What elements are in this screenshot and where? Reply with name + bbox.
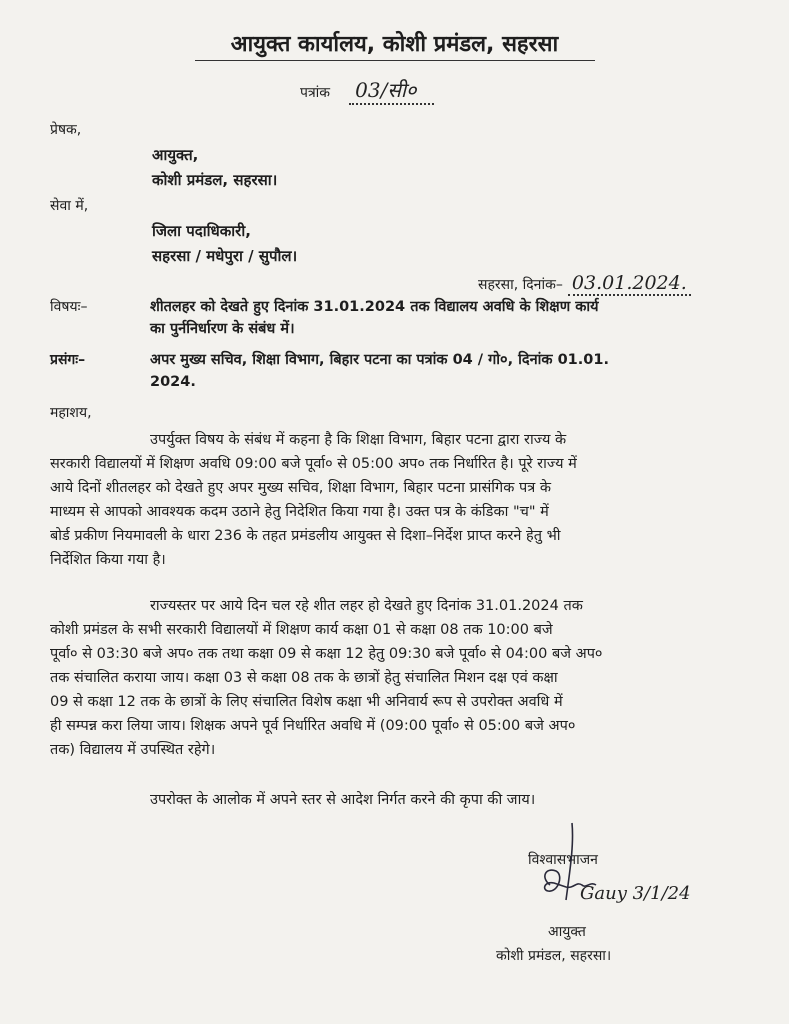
signatory-title: आयुक्त [548, 924, 586, 940]
para2-line: पूर्वा० से 03:30 बजे अप० तक तथा कक्षा 09 से कक्षा 12 हेतु 09:30 बजे पूर्वा० से 04:00 बजे अप० [50, 646, 603, 662]
paragraph-2 [50, 594, 760, 762]
sender-line1: आयुक्त, [152, 146, 199, 164]
reference-line1: अपर मुख्य सचिव, शिक्षा विभाग, बिहार पटना का पत्रांक 04 / गो०, दिनांक 01.01. [150, 352, 609, 368]
reference-label: प्रसंगः– [50, 352, 86, 368]
reference-line2: 2024. [150, 374, 196, 390]
letterhead-title: आयुक्त कार्यालय, कोशी प्रमंडल, सहरसा [230, 32, 559, 57]
paragraph-1 [50, 428, 760, 572]
recipient-line1: जिला पदाधिकारी, [152, 222, 251, 240]
para2-line: 09 से कक्षा 12 तक के छात्रों के लिए संचालित विशेष कक्षा भी अनिवार्य रूप से उपरोक्त अवधि में [50, 694, 563, 710]
reference-text [150, 349, 760, 393]
para1-line: सरकारी विद्यालयों में शिक्षण अवधि 09:00 बजे पूर्वा० से 05:00 अप० तक निर्धारित है। पूरे राज्य में [50, 456, 577, 472]
para1-line: उपर्युक्त विषय के संबंध में कहना है कि शिक्षा विभाग, बिहार पटना द्वारा राज्य के [150, 432, 567, 448]
para1-line: निर्देशित किया गया है। [50, 552, 166, 568]
para2-line: तक) विद्यालय में उपस्थित रहेगे। [50, 742, 216, 758]
subject-label: विषयः– [50, 299, 88, 315]
title-underline [195, 60, 595, 61]
subject-text [150, 296, 750, 340]
subject-line1: शीतलहर को देखते हुए दिनांक 31.01.2024 तक विद्यालय अवधि के शिक्षण कार्य [150, 299, 599, 315]
para2-line: कोशी प्रमंडल के सभी सरकारी विद्यालयों में शिक्षण कार्य कक्षा 01 से कक्षा 08 तक 10:00 बजे [50, 622, 553, 638]
date-value: 03.01.2024. [568, 272, 691, 296]
para2-line: राज्यस्तर पर आये दिन चल रहे शीत लहर हो देखते हुए दिनांक 31.01.2024 तक [150, 598, 583, 614]
para1-line: बोर्ड प्रकीण नियमावली के धारा 236 के तहत प्रमंडलीय आयुक्त से दिशा–निर्देश प्राप्त करने हेतु भी [50, 528, 561, 544]
para1-line: आये दिनों शीतलहर को देखते हुए अपर मुख्य सचिव, शिक्षा विभाग, बिहार पटना प्रासंगिक पत्र के [50, 480, 551, 496]
para1-line: माध्यम से आपको आवश्यक कदम उठाने हेतु निदेशित किया गया है। उक्त पत्र के कंडिका "च" में [50, 504, 549, 520]
letter-number [300, 76, 434, 105]
paragraph-3: उपरोक्त के आलोक में अपने स्तर से आदेश निर्गत करने की कृपा की जाय। [150, 792, 536, 808]
salutation: महाशय, [50, 405, 92, 421]
signature [540, 815, 690, 930]
date-label: सहरसा, दिनांक– [478, 277, 563, 293]
letter-number-value: 03/सी० [349, 76, 434, 105]
sender-label: प्रेषक, [50, 122, 82, 138]
letter-date [478, 272, 691, 296]
subject-line2: का पुर्ननिर्धारण के संबंध में। [150, 321, 295, 337]
letter-number-label: पत्रांक [300, 85, 331, 101]
signature-mark [540, 815, 690, 930]
signatory-office: कोशी प्रमंडल, सहरसा। [496, 948, 612, 964]
recipient-line2: सहरसा / मधेपुरा / सुपौल। [152, 247, 298, 265]
para2-line: तक संचालित कराया जाय। कक्षा 03 से कक्षा 08 तक के छात्रों हेतु संचालित मिशन दक्ष एवं कक्षा [50, 670, 558, 686]
recipient-label: सेवा में, [50, 198, 89, 214]
signature-handwriting: Gauy 3/1/24 [580, 883, 691, 904]
sender-line2: कोशी प्रमंडल, सहरसा। [152, 171, 278, 189]
para2-line: ही सम्पन्न करा लिया जाय। शिक्षक अपने पूर्व निर्धारित अवधि में (09:00 पूर्वा० से 05:00 बजे अप० [50, 718, 576, 734]
closing-text: विश्वासभाजन [528, 852, 598, 868]
